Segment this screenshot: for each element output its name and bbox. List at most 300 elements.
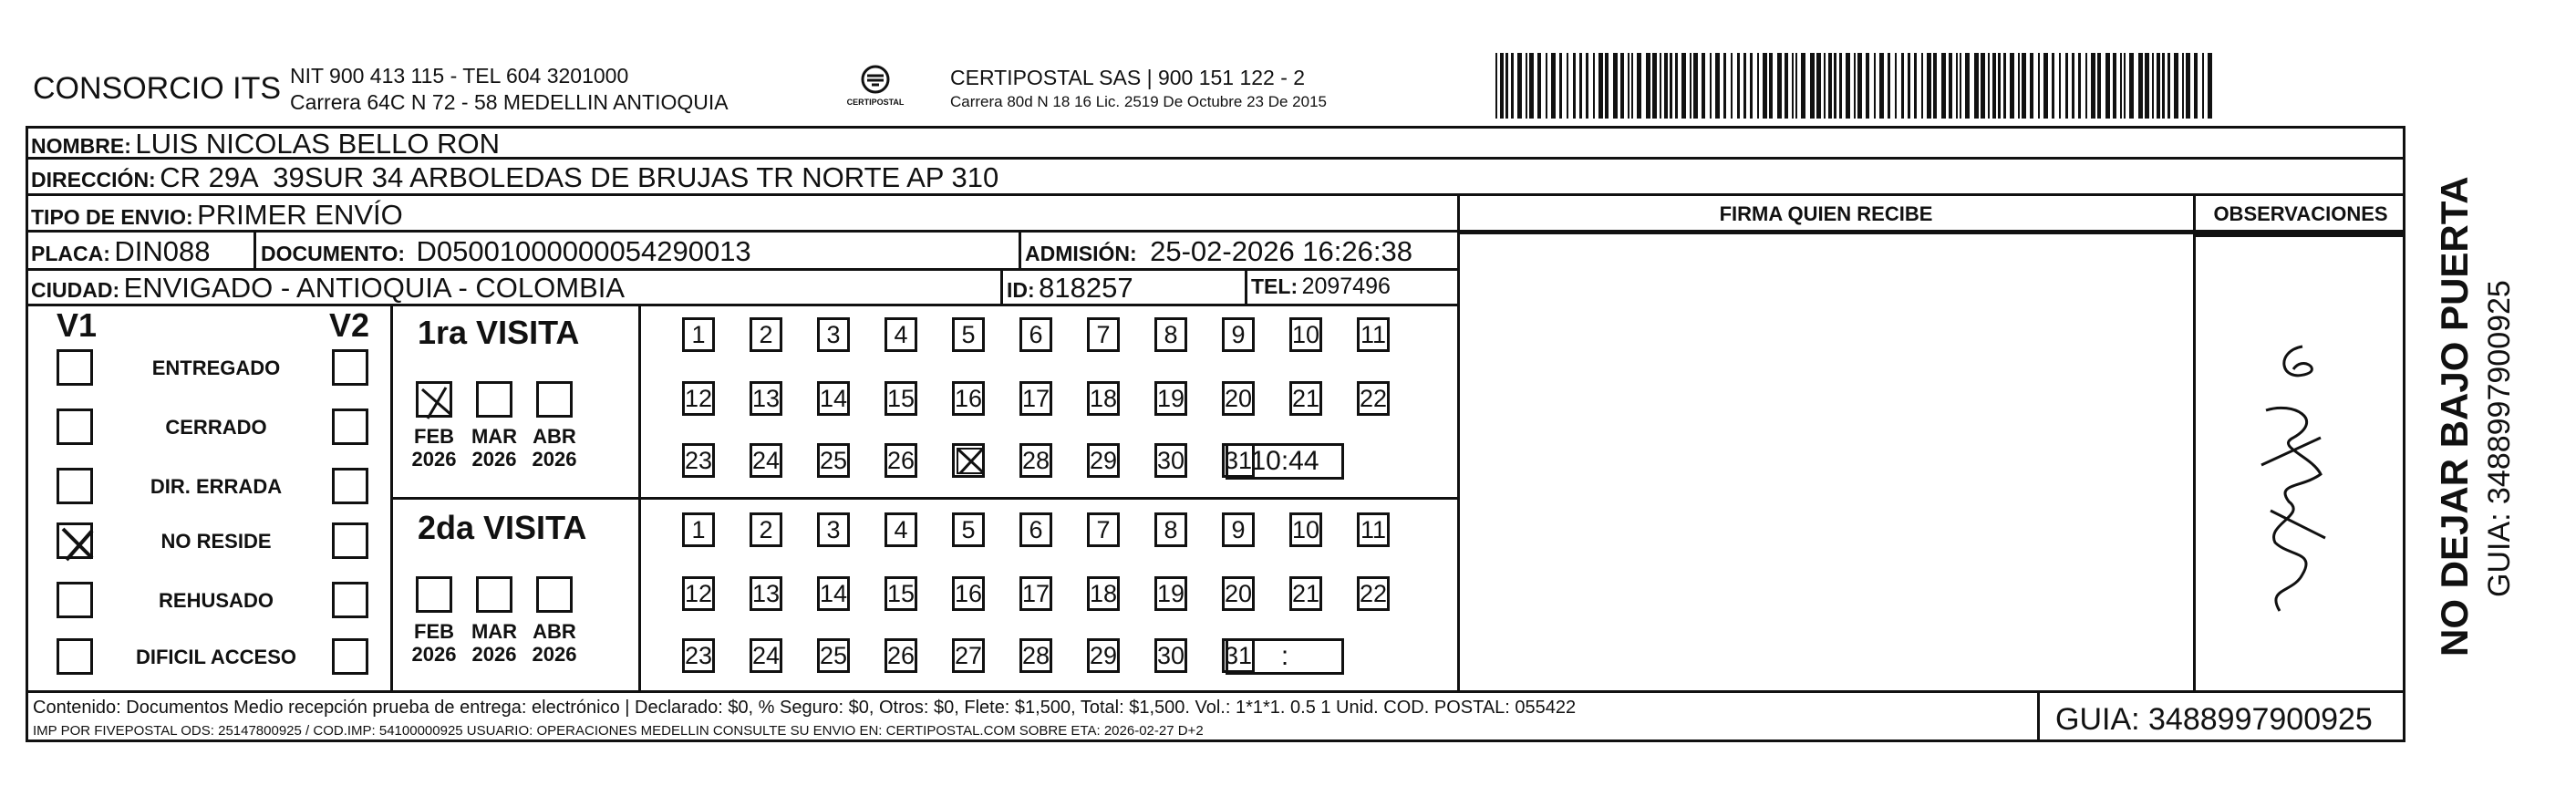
barcode-bar	[1537, 53, 1541, 119]
day-number: 16	[955, 385, 983, 412]
barcode-bar	[2162, 53, 2165, 119]
barcode-bar	[1974, 53, 1979, 119]
footer-contenido: Contenido: Documentos Medio recepción prueba de entrega: electrónico | Declarado: $0, % Seguro: $0, Otros: $0, Flete: $1,500, Total: $1,500. Vol.: 1*1*1. 0.5 1 Unid. COD. POSTAL: 055422	[33, 698, 1577, 718]
day-number: 24	[752, 642, 781, 669]
day-number: 9	[1231, 321, 1246, 348]
barcode-bar	[1652, 53, 1657, 119]
v2-checkbox[interactable]	[332, 409, 368, 445]
day-checkbox[interactable]	[682, 638, 715, 673]
barcode-bar	[1511, 53, 1514, 119]
day-number: 16	[955, 580, 983, 607]
day-number: 3	[826, 321, 841, 348]
day-checkbox[interactable]	[885, 317, 917, 352]
barcode-bar	[1710, 53, 1712, 119]
v2-checkbox[interactable]	[332, 468, 368, 504]
barcode-bar	[2059, 53, 2061, 119]
barcode-bar	[1579, 53, 1582, 119]
month-year: 2026	[411, 448, 457, 471]
day-number: 26	[887, 642, 916, 669]
barcode-bar	[2157, 53, 2160, 119]
day-checkbox[interactable]	[885, 512, 917, 547]
barcode-bar	[1664, 53, 1668, 119]
barcode-bar	[1839, 53, 1842, 119]
day-checkbox[interactable]	[1087, 443, 1120, 478]
status-label: DIFICIL ACCESO	[135, 646, 296, 668]
month-checkbox[interactable]	[536, 576, 573, 613]
month-label	[471, 620, 518, 666]
day-checkbox[interactable]	[682, 381, 715, 416]
day-number: 4	[894, 516, 908, 543]
barcode-bar	[1956, 53, 1958, 119]
day-checkbox[interactable]	[952, 443, 985, 478]
day-number: 5	[961, 321, 976, 348]
day-number: 2	[759, 321, 773, 348]
barcode-bar	[1559, 53, 1562, 119]
barcode-bar	[1731, 53, 1733, 119]
barcode-bar	[1737, 53, 1740, 119]
day-number: 4	[894, 321, 908, 348]
barcode-bar	[1593, 53, 1595, 119]
day-number: 22	[1360, 580, 1388, 607]
day-checkbox[interactable]	[952, 381, 985, 416]
barcode-bar	[2174, 53, 2178, 119]
carrier-address: Carrera 80d N 18 16 Lic. 2519 De Octubre 23 De 2015	[950, 93, 1327, 110]
month-checkbox[interactable]	[416, 576, 452, 613]
barcode-bar	[1693, 53, 1698, 119]
day-number: 19	[1157, 580, 1185, 607]
visit-title: 2da VISITA	[418, 509, 587, 546]
barcode-bar	[2120, 53, 2122, 119]
barcode-bar	[2194, 53, 2198, 119]
day-number: 17	[1022, 580, 1050, 607]
month-year: 2026	[532, 448, 577, 471]
certipostal-logo	[834, 64, 916, 111]
day-number: 1	[691, 516, 706, 543]
barcode-bar	[1551, 53, 1556, 119]
v1-checkbox[interactable]	[57, 638, 93, 675]
barcode-bar	[2182, 53, 2184, 119]
month-name: MAR	[471, 620, 518, 643]
day-number: 29	[1090, 642, 1118, 669]
barcode-bar	[1785, 53, 1788, 119]
day-number: 17	[1022, 385, 1050, 412]
check-mark-icon	[59, 525, 96, 562]
barcode-bar	[1495, 53, 1497, 119]
month-checkbox[interactable]	[476, 576, 512, 613]
day-number: 22	[1360, 385, 1388, 412]
day-checkbox[interactable]	[1289, 381, 1322, 416]
barcode-bar	[1879, 53, 1884, 119]
day-checkbox[interactable]	[1154, 443, 1187, 478]
day-number: 15	[887, 580, 916, 607]
day-number: 21	[1292, 385, 1320, 412]
barcode-bar	[1631, 53, 1633, 119]
barcode-bar	[1505, 53, 1508, 119]
id-field	[1007, 272, 1133, 305]
barcode-bar	[1613, 53, 1618, 119]
month-label	[531, 425, 578, 471]
barcode-bar	[1605, 53, 1609, 119]
nombre-label: NOMBRE:	[31, 134, 131, 158]
tipo-row	[31, 199, 403, 232]
admision-value: 25-02-2026 16:26:38	[1150, 235, 1412, 267]
day-checkbox[interactable]	[885, 443, 917, 478]
day-checkbox[interactable]	[1087, 576, 1120, 611]
day-number: 1	[691, 321, 706, 348]
nombre-row	[31, 128, 500, 160]
tipo-label: TIPO DE ENVIO:	[31, 205, 193, 229]
month-year: 2026	[471, 448, 517, 471]
id-label: ID:	[1007, 278, 1035, 302]
barcode-bar	[1690, 53, 1691, 119]
tel-label: TEL:	[1251, 274, 1298, 298]
barcode-bar	[1598, 53, 1603, 119]
barcode-bar	[2065, 53, 2068, 119]
day-number: 6	[1029, 321, 1043, 348]
day-number: 26	[887, 447, 916, 474]
barcode-bar	[1866, 53, 1869, 119]
barcode-bar	[2072, 53, 2074, 119]
barcode-bar	[1988, 53, 1990, 119]
barcode-bar	[1941, 53, 1946, 119]
barcode-bar	[1681, 53, 1686, 119]
barcode-bar	[1567, 53, 1568, 119]
day-checkbox[interactable]	[885, 576, 917, 611]
barcode-bar	[2186, 53, 2190, 119]
barcode-bar	[1660, 53, 1661, 119]
time-field[interactable]: 10:44	[1226, 443, 1344, 480]
day-checkbox[interactable]	[1087, 381, 1120, 416]
day-checkbox[interactable]	[1357, 317, 1390, 352]
day-checkbox[interactable]	[817, 512, 850, 547]
barcode-bar	[1921, 53, 1923, 119]
day-checkbox[interactable]	[1154, 512, 1187, 547]
day-checkbox[interactable]	[885, 638, 917, 673]
day-checkbox[interactable]	[1154, 576, 1187, 611]
day-number: 8	[1164, 516, 1178, 543]
month-name: MAR	[471, 425, 518, 448]
month-name: FEB	[414, 425, 454, 448]
day-checkbox[interactable]	[1357, 576, 1390, 611]
v2-checkbox[interactable]	[332, 349, 368, 386]
day-checkbox[interactable]	[1222, 576, 1255, 611]
barcode-bar	[2022, 53, 2026, 119]
day-number: 10	[1292, 516, 1320, 543]
barcode-bar	[1914, 53, 1917, 119]
day-checkbox[interactable]	[682, 512, 715, 547]
day-number: 7	[1096, 321, 1111, 348]
barcode-bar	[2124, 53, 2126, 119]
footer-imp: IMP POR FIVEPOSTAL ODS: 25147800925 / COD.IMP: 54100000925 USUARIO: OPERACIONES MEDELLIN CONSULTE SU ENVIO EN: CERTIPOSTAL.COM SOBRE ETA: 2026-02-27 D+2	[33, 723, 1204, 739]
day-checkbox[interactable]	[750, 443, 782, 478]
direccion-row	[31, 161, 998, 194]
barcode-bar	[2003, 53, 2006, 119]
v1-checkbox[interactable]	[57, 349, 93, 386]
documento-value: D05001000000054290013	[416, 235, 751, 267]
month-checkbox[interactable]	[476, 381, 512, 418]
day-number: 3	[826, 516, 841, 543]
check-mark-icon	[419, 384, 455, 420]
barcode-bar	[1517, 53, 1522, 119]
barcode-bar	[2113, 53, 2116, 119]
check-mark-icon	[955, 446, 988, 477]
day-number: 28	[1022, 447, 1050, 474]
barcode-bar	[2105, 53, 2110, 119]
day-checkbox[interactable]	[952, 512, 985, 547]
v1-label: V1	[57, 306, 98, 344]
day-checkbox[interactable]	[750, 512, 782, 547]
day-checkbox[interactable]	[750, 638, 782, 673]
day-number: 30	[1157, 642, 1185, 669]
barcode-bar	[1960, 53, 1961, 119]
v1-checkbox[interactable]	[57, 522, 93, 559]
barcode-bar	[1933, 53, 1937, 119]
barcode-bar	[1895, 53, 1897, 119]
day-checkbox[interactable]	[817, 443, 850, 478]
day-number: 14	[820, 385, 848, 412]
day-number: 25	[820, 447, 848, 474]
admision-field	[1025, 235, 1412, 268]
day-number: 31	[1225, 447, 1253, 474]
day-checkbox[interactable]	[682, 576, 715, 611]
firma-label: FIRMA QUIEN RECIBE	[1719, 202, 1933, 225]
barcode-bar	[1834, 53, 1836, 119]
v2-checkbox[interactable]	[332, 638, 368, 675]
day-number: 11	[1360, 321, 1387, 348]
id-value: 818257	[1039, 272, 1133, 304]
day-checkbox[interactable]	[750, 381, 782, 416]
barcode-bar	[2043, 53, 2048, 119]
month-label	[471, 425, 518, 471]
day-number: 14	[820, 580, 848, 607]
month-name: FEB	[414, 620, 454, 643]
v2-checkbox[interactable]	[332, 582, 368, 618]
company-address: Carrera 64C N 72 - 58 MEDELLIN ANTIOQUIA	[290, 90, 729, 114]
day-number: 25	[820, 642, 848, 669]
day-number: 20	[1225, 385, 1253, 412]
barcode-bar	[1874, 53, 1876, 119]
v1-checkbox[interactable]	[57, 468, 93, 504]
barcode-bar	[1529, 53, 1534, 119]
barcode-bar	[1828, 53, 1832, 119]
barcode-bar	[1795, 53, 1797, 119]
day-number: 13	[752, 385, 781, 412]
day-number: 6	[1029, 516, 1043, 543]
barcode-bar	[1810, 53, 1815, 119]
ciudad-value: ENVIGADO - ANTIOQUIA - COLOMBIA	[123, 272, 626, 304]
barcode-bar	[1628, 53, 1629, 119]
day-number: 21	[1292, 580, 1320, 607]
footer-guia: GUIA: 3488997900925	[2055, 702, 2373, 737]
day-checkbox[interactable]	[817, 576, 850, 611]
tel-field	[1251, 274, 1391, 300]
barcode-bar	[2018, 53, 2020, 119]
observaciones-label: OBSERVACIONES	[2213, 202, 2388, 225]
barcode-bar	[1846, 53, 1850, 119]
barcode-bar	[1981, 53, 1985, 119]
day-checkbox[interactable]	[1289, 512, 1322, 547]
day-number: 9	[1231, 516, 1246, 543]
barcode-bar	[1854, 53, 1856, 119]
v1-checkbox[interactable]	[57, 409, 93, 445]
day-checkbox[interactable]	[1357, 381, 1390, 416]
day-number: 10	[1292, 321, 1320, 348]
side-guia: GUIA: 3488997900925	[2482, 280, 2517, 597]
barcode-bar	[1927, 53, 1931, 119]
day-checkbox[interactable]	[1289, 317, 1322, 352]
day-checkbox[interactable]	[1019, 381, 1052, 416]
day-number: 13	[752, 580, 781, 607]
admision-label: ADMISIÓN:	[1025, 242, 1137, 265]
barcode-bar	[2145, 53, 2149, 119]
month-checkbox[interactable]	[416, 381, 452, 418]
day-checkbox[interactable]	[1222, 317, 1255, 352]
barcode-bar	[1992, 53, 1996, 119]
visit-title: 1ra VISITA	[418, 314, 580, 351]
barcode-bar	[1586, 53, 1588, 119]
day-checkbox[interactable]	[682, 317, 715, 352]
barcode-bar	[2052, 53, 2054, 119]
day-checkbox[interactable]	[750, 576, 782, 611]
barcode-bar	[1546, 53, 1547, 119]
barcode-bar	[1750, 53, 1753, 119]
day-checkbox[interactable]	[1087, 638, 1120, 673]
day-number: 12	[685, 385, 713, 412]
month-checkbox[interactable]	[536, 381, 573, 418]
day-number: 31	[1225, 642, 1253, 669]
barcode-bar	[1857, 53, 1862, 119]
ciudad-label: CIUDAD:	[31, 278, 120, 302]
barcode-bar	[1888, 53, 1890, 119]
placa-label: PLACA:	[31, 242, 110, 265]
month-label	[410, 425, 458, 471]
month-year: 2026	[471, 643, 517, 666]
barcode-bar	[1723, 53, 1726, 119]
day-checkbox[interactable]	[1222, 512, 1255, 547]
barcode-bar	[2030, 53, 2033, 119]
barcode-bar	[1763, 53, 1767, 119]
barcode-bar	[1901, 53, 1904, 119]
day-number: 2	[759, 516, 773, 543]
status-label: ENTREGADO	[151, 357, 281, 379]
day-checkbox[interactable]	[817, 638, 850, 673]
barcode-bar	[1908, 53, 1910, 119]
tipo-value: PRIMER ENVÍO	[197, 199, 403, 231]
day-checkbox[interactable]	[1019, 638, 1052, 673]
day-checkbox[interactable]	[885, 381, 917, 416]
day-checkbox[interactable]	[1019, 576, 1052, 611]
tel-value: 2097496	[1301, 274, 1391, 299]
barcode-bar	[1757, 53, 1759, 119]
day-checkbox[interactable]	[1087, 512, 1120, 547]
day-checkbox[interactable]	[1019, 317, 1052, 352]
day-number: 24	[752, 447, 781, 474]
day-checkbox[interactable]	[750, 317, 782, 352]
day-checkbox[interactable]	[952, 638, 985, 673]
barcode-bar	[1573, 53, 1576, 119]
month-year: 2026	[411, 643, 457, 666]
day-checkbox[interactable]	[1019, 443, 1052, 478]
day-checkbox[interactable]	[1289, 576, 1322, 611]
day-number: 11	[1360, 516, 1387, 543]
direccion-label: DIRECCIÓN:	[31, 168, 156, 191]
day-checkbox[interactable]	[682, 443, 715, 478]
barcode-bar	[2202, 53, 2204, 119]
day-checkbox[interactable]	[1019, 512, 1052, 547]
day-checkbox[interactable]	[817, 381, 850, 416]
day-number: 28	[1022, 642, 1050, 669]
placa-field	[31, 235, 210, 268]
day-checkbox[interactable]	[952, 317, 985, 352]
barcode-bar	[1743, 53, 1746, 119]
v2-checkbox[interactable]	[332, 522, 368, 559]
status-label: REHUSADO	[159, 589, 274, 612]
day-checkbox[interactable]	[952, 576, 985, 611]
status-label: CERRADO	[165, 416, 267, 439]
month-name: ABR	[533, 620, 576, 643]
nombre-value: LUIS NICOLAS BELLO RON	[135, 128, 501, 160]
carrier-line: CERTIPOSTAL SAS | 900 151 122 - 2	[950, 66, 1306, 89]
v1-checkbox[interactable]	[57, 582, 93, 618]
barcode-bar	[1702, 53, 1705, 119]
day-number: 20	[1225, 580, 1253, 607]
side-warning: NO DEJAR BAJO PUERTA	[2433, 176, 2476, 657]
day-checkbox[interactable]	[1357, 512, 1390, 547]
day-number: 5	[961, 516, 976, 543]
barcode-bar	[2138, 53, 2143, 119]
month-name: ABR	[533, 425, 576, 448]
month-label	[531, 620, 578, 666]
barcode-bar	[1620, 53, 1624, 119]
handwritten-signature	[2239, 328, 2357, 629]
day-checkbox[interactable]	[817, 317, 850, 352]
barcode-bar	[1816, 53, 1821, 119]
status-label: DIR. ERRADA	[150, 475, 283, 498]
day-checkbox[interactable]	[1154, 317, 1187, 352]
day-number: 19	[1157, 385, 1185, 412]
certipostal-logo-icon	[857, 64, 894, 95]
barcode-bar	[2085, 53, 2087, 119]
barcode-bar	[1715, 53, 1720, 119]
day-number: 23	[685, 447, 713, 474]
barcode-bar	[1500, 53, 1504, 119]
day-number: 12	[685, 580, 713, 607]
direccion-value: CR 29A 39SUR 34 ARBOLEDAS DE BRUJAS TR NORTE AP 310	[160, 161, 999, 193]
documento-field	[261, 235, 751, 268]
day-number: 23	[685, 642, 713, 669]
day-number: 8	[1164, 321, 1178, 348]
barcode-bar	[2038, 53, 2040, 119]
barcode-bar	[1646, 53, 1650, 119]
day-checkbox[interactable]	[1087, 317, 1120, 352]
day-checkbox[interactable]	[1154, 381, 1187, 416]
header	[0, 0, 2576, 128]
barcode-bar	[2208, 53, 2212, 119]
barcode-bar	[1801, 53, 1805, 119]
barcode-bar	[2091, 53, 2095, 119]
barcode-bar	[1670, 53, 1672, 119]
v2-label: V2	[329, 306, 370, 344]
day-checkbox[interactable]	[1222, 381, 1255, 416]
barcode-bar	[2152, 53, 2154, 119]
barcode-bar	[1675, 53, 1678, 119]
barcode-bar	[1824, 53, 1826, 119]
day-checkbox[interactable]	[1154, 638, 1187, 673]
logo-text: CERTIPOSTAL	[846, 98, 905, 107]
barcode-bar	[1998, 53, 2001, 119]
day-number: 7	[1096, 516, 1111, 543]
time-field[interactable]: :	[1226, 638, 1344, 675]
